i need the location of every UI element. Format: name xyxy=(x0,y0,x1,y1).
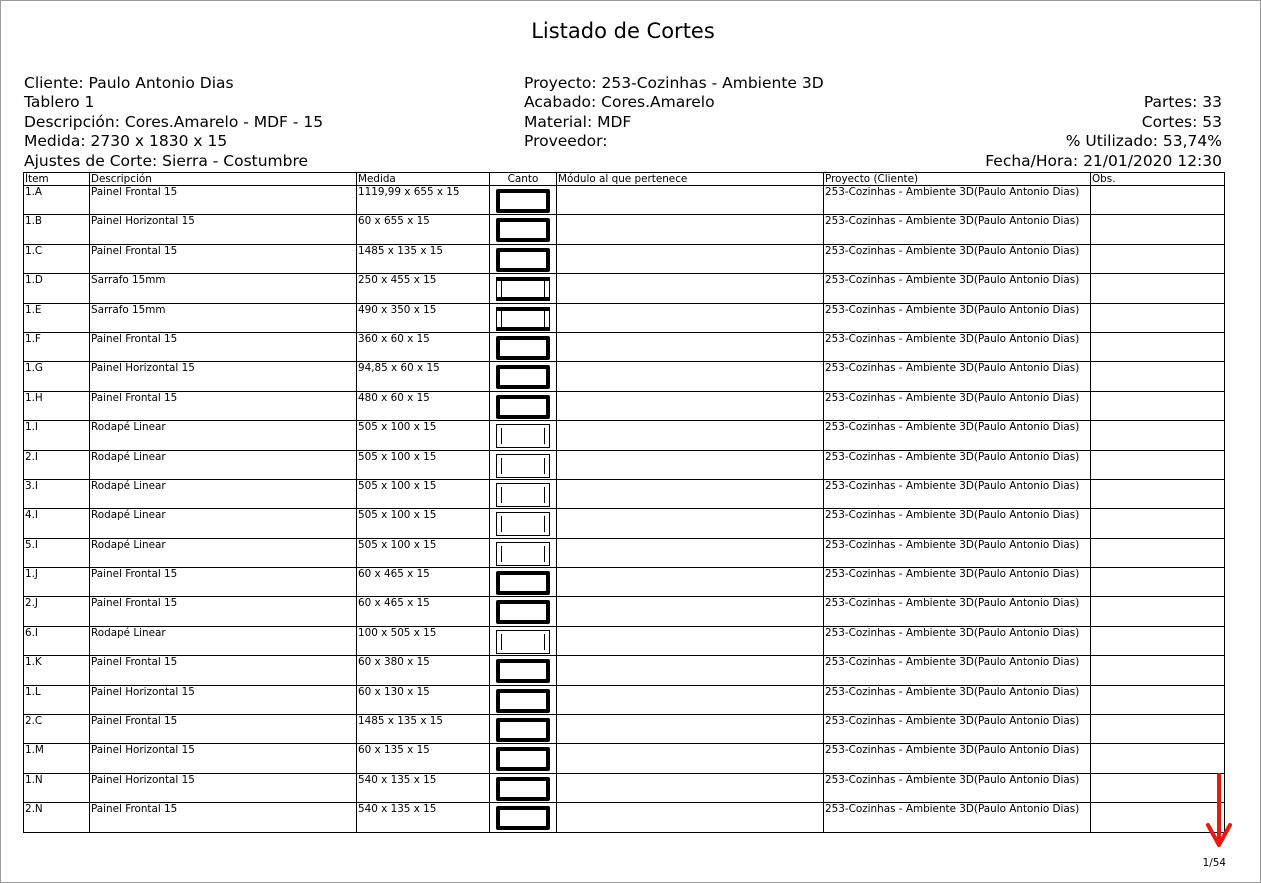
header-material: Material: MDF xyxy=(524,112,632,131)
cell-item: 4.I xyxy=(24,509,90,538)
cell-modulo xyxy=(557,656,824,685)
edge-banding-diagram xyxy=(496,718,550,742)
cell-modulo xyxy=(557,362,824,391)
cell-canto xyxy=(490,773,557,802)
cell-medida: 60 x 465 x 15 xyxy=(357,568,490,597)
header-cliente: Cliente: Paulo Antonio Dias xyxy=(24,74,234,92)
table-row xyxy=(24,773,1225,802)
cell-proyecto: 253-Cozinhas - Ambiente 3D(Paulo Antonio Dias) xyxy=(824,568,1091,597)
cell-medida: 100 x 505 x 15 xyxy=(357,626,490,655)
cell-proyecto: 253-Cozinhas - Ambiente 3D(Paulo Antonio Dias) xyxy=(824,597,1091,626)
cell-obs xyxy=(1091,362,1225,391)
cell-item: 2.J xyxy=(24,597,90,626)
cell-canto xyxy=(490,715,557,744)
table-row xyxy=(24,479,1225,508)
cell-canto xyxy=(490,362,557,391)
cell-medida: 540 x 135 x 15 xyxy=(357,803,490,832)
page-number: 1/54 xyxy=(1202,857,1226,869)
cell-proyecto: 253-Cozinhas - Ambiente 3D(Paulo Antonio Dias) xyxy=(824,450,1091,479)
cell-proyecto: 253-Cozinhas - Ambiente 3D(Paulo Antonio Dias) xyxy=(824,626,1091,655)
cell-descripcion: Rodapé Linear xyxy=(90,421,357,450)
cell-item: 1.J xyxy=(24,568,90,597)
col-obs: Obs. xyxy=(1091,173,1225,186)
cell-item: 1.F xyxy=(24,332,90,361)
cell-modulo xyxy=(557,626,824,655)
header-acabado: Acabado: Cores.Amarelo xyxy=(524,93,715,112)
cell-modulo xyxy=(557,803,824,832)
cell-item: 1.A xyxy=(24,186,90,215)
cell-descripcion: Rodapé Linear xyxy=(90,479,357,508)
table-row xyxy=(24,303,1225,332)
cell-obs xyxy=(1091,479,1225,508)
cell-modulo xyxy=(557,244,824,273)
cell-obs xyxy=(1091,656,1225,685)
cell-item: 1.K xyxy=(24,656,90,685)
cell-item: 2.C xyxy=(24,715,90,744)
cell-medida: 1119,99 x 655 x 15 xyxy=(357,186,490,215)
cell-obs xyxy=(1091,186,1225,215)
cell-descripcion: Painel Frontal 15 xyxy=(90,186,357,215)
cell-descripcion: Painel Frontal 15 xyxy=(90,656,357,685)
cell-obs xyxy=(1091,538,1225,567)
cell-medida: 505 x 100 x 15 xyxy=(357,450,490,479)
cell-descripcion: Painel Horizontal 15 xyxy=(90,744,357,773)
edge-banding-diagram xyxy=(496,218,550,242)
table-row xyxy=(24,685,1225,714)
cell-descripcion: Rodapé Linear xyxy=(90,509,357,538)
edge-banding-diagram xyxy=(496,659,550,683)
cell-descripcion: Painel Horizontal 15 xyxy=(90,685,357,714)
table-row xyxy=(24,803,1225,832)
cell-proyecto: 253-Cozinhas - Ambiente 3D(Paulo Antonio Dias) xyxy=(824,391,1091,420)
edge-banding-diagram xyxy=(496,747,550,771)
cell-descripcion: Painel Frontal 15 xyxy=(90,391,357,420)
edge-banding-diagram xyxy=(496,512,550,536)
cell-obs xyxy=(1091,391,1225,420)
header-utilizado: % Utilizado: 53,74% xyxy=(1065,132,1222,151)
table-row xyxy=(24,332,1225,361)
cell-modulo xyxy=(557,332,824,361)
cell-proyecto: 253-Cozinhas - Ambiente 3D(Paulo Antonio Dias) xyxy=(824,685,1091,714)
cell-descripcion: Painel Frontal 15 xyxy=(90,715,357,744)
down-arrow-icon xyxy=(1204,773,1234,853)
cell-canto xyxy=(490,656,557,685)
cell-medida: 60 x 135 x 15 xyxy=(357,744,490,773)
header-tablero: Tablero 1 xyxy=(24,93,95,112)
cell-medida: 540 x 135 x 15 xyxy=(357,773,490,802)
table-row xyxy=(24,186,1225,215)
edge-banding-diagram xyxy=(496,336,550,360)
table-row xyxy=(24,215,1225,244)
cell-medida: 505 x 100 x 15 xyxy=(357,538,490,567)
edge-banding-diagram xyxy=(496,777,550,801)
table-row xyxy=(24,538,1225,567)
cell-proyecto: 253-Cozinhas - Ambiente 3D(Paulo Antonio Dias) xyxy=(824,715,1091,744)
edge-banding-diagram xyxy=(496,424,550,448)
cell-proyecto: 253-Cozinhas - Ambiente 3D(Paulo Antonio Dias) xyxy=(824,538,1091,567)
header-cortes: Cortes: 53 xyxy=(1141,112,1222,131)
cell-modulo xyxy=(557,186,824,215)
cell-medida: 1485 x 135 x 15 xyxy=(357,244,490,273)
col-item: Ítem xyxy=(24,173,90,186)
edge-banding-diagram xyxy=(496,365,550,389)
edge-banding-diagram xyxy=(496,600,550,624)
cell-modulo xyxy=(557,421,824,450)
cell-obs xyxy=(1091,274,1225,303)
cell-canto xyxy=(490,332,557,361)
cell-medida: 505 x 100 x 15 xyxy=(357,479,490,508)
cell-descripcion: Sarrafo 15mm xyxy=(90,274,357,303)
cell-modulo xyxy=(557,568,824,597)
cell-canto xyxy=(490,626,557,655)
edge-banding-diagram xyxy=(496,277,550,301)
table-row xyxy=(24,744,1225,773)
cell-item: 2.I xyxy=(24,450,90,479)
table-row xyxy=(24,244,1225,273)
cell-proyecto: 253-Cozinhas - Ambiente 3D(Paulo Antonio Dias) xyxy=(824,803,1091,832)
header-descripcion: Descripción: Cores.Amarelo - MDF - 15 xyxy=(24,112,324,131)
header-fecha: Fecha/Hora: 21/01/2020 12:30 xyxy=(985,151,1222,170)
edge-banding-diagram xyxy=(496,395,550,419)
cell-modulo xyxy=(557,509,824,538)
cell-item: 1.H xyxy=(24,391,90,420)
cell-descripcion: Painel Frontal 15 xyxy=(90,332,357,361)
cell-obs xyxy=(1091,568,1225,597)
cell-descripcion: Painel Frontal 15 xyxy=(90,597,357,626)
cell-canto xyxy=(490,479,557,508)
header-partes: Partes: 33 xyxy=(1143,93,1222,112)
cell-canto xyxy=(490,744,557,773)
cell-obs xyxy=(1091,744,1225,773)
cell-proyecto: 253-Cozinhas - Ambiente 3D(Paulo Antonio Dias) xyxy=(824,421,1091,450)
cell-modulo xyxy=(557,685,824,714)
cell-medida: 490 x 350 x 15 xyxy=(357,303,490,332)
table-row xyxy=(24,391,1225,420)
cell-medida: 60 x 655 x 15 xyxy=(357,215,490,244)
edge-banding-diagram xyxy=(496,689,550,713)
cell-descripcion: Painel Frontal 15 xyxy=(90,244,357,273)
col-canto: Canto xyxy=(490,173,557,186)
cell-item: 1.M xyxy=(24,744,90,773)
cell-item: 1.N xyxy=(24,773,90,802)
cell-modulo xyxy=(557,450,824,479)
cell-proyecto: 253-Cozinhas - Ambiente 3D(Paulo Antonio Dias) xyxy=(824,244,1091,273)
cell-medida: 505 x 100 x 15 xyxy=(357,421,490,450)
cell-item: 1.D xyxy=(24,274,90,303)
cell-descripcion: Painel Frontal 15 xyxy=(90,568,357,597)
cell-canto xyxy=(490,186,557,215)
table-row xyxy=(24,568,1225,597)
cell-obs xyxy=(1091,244,1225,273)
edge-banding-diagram xyxy=(496,189,550,213)
cell-canto xyxy=(490,509,557,538)
cell-descripcion: Painel Horizontal 15 xyxy=(90,362,357,391)
cell-obs xyxy=(1091,597,1225,626)
cell-modulo xyxy=(557,274,824,303)
cell-canto xyxy=(490,568,557,597)
cell-proyecto: 253-Cozinhas - Ambiente 3D(Paulo Antonio Dias) xyxy=(824,479,1091,508)
cell-proyecto: 253-Cozinhas - Ambiente 3D(Paulo Antonio Dias) xyxy=(824,303,1091,332)
header-right xyxy=(985,74,1222,171)
edge-banding-diagram xyxy=(496,542,550,566)
cell-obs xyxy=(1091,450,1225,479)
cell-item: 1.G xyxy=(24,362,90,391)
table-row xyxy=(24,362,1225,391)
cell-item: 1.E xyxy=(24,303,90,332)
header-middle xyxy=(524,74,824,152)
cell-item: 6.I xyxy=(24,626,90,655)
table-row xyxy=(24,450,1225,479)
cell-descripcion: Painel Frontal 15 xyxy=(90,803,357,832)
cell-obs xyxy=(1091,626,1225,655)
cell-canto xyxy=(490,597,557,626)
cell-obs xyxy=(1091,509,1225,538)
edge-banding-diagram xyxy=(496,571,550,595)
cell-obs xyxy=(1091,685,1225,714)
cell-modulo xyxy=(557,773,824,802)
cell-descripcion: Rodapé Linear xyxy=(90,450,357,479)
header-left xyxy=(24,74,323,171)
cell-modulo xyxy=(557,538,824,567)
cell-proyecto: 253-Cozinhas - Ambiente 3D(Paulo Antonio Dias) xyxy=(824,332,1091,361)
cell-obs xyxy=(1091,303,1225,332)
cell-proyecto: 253-Cozinhas - Ambiente 3D(Paulo Antonio Dias) xyxy=(824,362,1091,391)
cell-canto xyxy=(490,391,557,420)
cell-proyecto: 253-Cozinhas - Ambiente 3D(Paulo Antonio Dias) xyxy=(824,215,1091,244)
cell-descripcion: Sarrafo 15mm xyxy=(90,303,357,332)
cell-medida: 94,85 x 60 x 15 xyxy=(357,362,490,391)
cell-medida: 480 x 60 x 15 xyxy=(357,391,490,420)
table-row xyxy=(24,715,1225,744)
cell-canto xyxy=(490,215,557,244)
table-row xyxy=(24,626,1225,655)
report-title: Listado de Cortes xyxy=(531,19,715,43)
header-proveedor: Proveedor: xyxy=(524,132,608,151)
edge-banding-diagram xyxy=(496,248,550,272)
cell-modulo xyxy=(557,597,824,626)
cell-modulo xyxy=(557,391,824,420)
cell-canto xyxy=(490,450,557,479)
cell-medida: 1485 x 135 x 15 xyxy=(357,715,490,744)
edge-banding-diagram xyxy=(496,806,550,830)
col-proyecto: Proyecto (Cliente) xyxy=(824,173,1091,186)
col-descripcion: Descripción xyxy=(90,173,357,186)
edge-banding-diagram xyxy=(496,483,550,507)
table-row xyxy=(24,509,1225,538)
cell-medida: 250 x 455 x 15 xyxy=(357,274,490,303)
table-header-row xyxy=(24,173,1225,186)
cell-canto xyxy=(490,274,557,303)
cell-proyecto: 253-Cozinhas - Ambiente 3D(Paulo Antonio Dias) xyxy=(824,509,1091,538)
cell-descripcion: Painel Horizontal 15 xyxy=(90,773,357,802)
cut-list-table xyxy=(23,172,1225,833)
cell-proyecto: 253-Cozinhas - Ambiente 3D(Paulo Antonio Dias) xyxy=(824,656,1091,685)
cell-proyecto: 253-Cozinhas - Ambiente 3D(Paulo Antonio Dias) xyxy=(824,186,1091,215)
cell-medida: 60 x 130 x 15 xyxy=(357,685,490,714)
table-row xyxy=(24,274,1225,303)
cell-medida: 360 x 60 x 15 xyxy=(357,332,490,361)
cell-proyecto: 253-Cozinhas - Ambiente 3D(Paulo Antonio Dias) xyxy=(824,773,1091,802)
edge-banding-diagram xyxy=(496,454,550,478)
cell-item: 1.B xyxy=(24,215,90,244)
header-medida: Medida: 2730 x 1830 x 15 xyxy=(24,132,228,151)
table-row xyxy=(24,421,1225,450)
header-proyecto: Proyecto: 253-Cozinhas - Ambiente 3D xyxy=(524,74,824,92)
cell-modulo xyxy=(557,215,824,244)
cell-proyecto: 253-Cozinhas - Ambiente 3D(Paulo Antonio Dias) xyxy=(824,744,1091,773)
cell-modulo xyxy=(557,303,824,332)
cell-item: 2.N xyxy=(24,803,90,832)
cell-obs xyxy=(1091,215,1225,244)
cell-canto xyxy=(490,303,557,332)
cell-canto xyxy=(490,685,557,714)
cell-obs xyxy=(1091,332,1225,361)
col-medida: Medida xyxy=(357,173,490,186)
cell-item: 3.I xyxy=(24,479,90,508)
table-row xyxy=(24,597,1225,626)
cell-item: 1.I xyxy=(24,421,90,450)
cell-modulo xyxy=(557,479,824,508)
cell-medida: 505 x 100 x 15 xyxy=(357,509,490,538)
cell-modulo xyxy=(557,715,824,744)
cell-obs xyxy=(1091,421,1225,450)
cell-canto xyxy=(490,803,557,832)
cell-descripcion: Rodapé Linear xyxy=(90,626,357,655)
table-row xyxy=(24,656,1225,685)
cell-modulo xyxy=(557,744,824,773)
cell-item: 1.C xyxy=(24,244,90,273)
cell-canto xyxy=(490,538,557,567)
cell-descripcion: Painel Horizontal 15 xyxy=(90,215,357,244)
col-modulo: Módulo al que pertenece xyxy=(557,173,824,186)
cell-item: 1.L xyxy=(24,685,90,714)
cell-proyecto: 253-Cozinhas - Ambiente 3D(Paulo Antonio Dias) xyxy=(824,274,1091,303)
cell-obs xyxy=(1091,715,1225,744)
cell-item: 5.I xyxy=(24,538,90,567)
cell-canto xyxy=(490,244,557,273)
cell-medida: 60 x 380 x 15 xyxy=(357,656,490,685)
header-ajustes: Ajustes de Corte: Sierra - Costumbre xyxy=(24,151,309,170)
cell-canto xyxy=(490,421,557,450)
edge-banding-diagram xyxy=(496,630,550,654)
edge-banding-diagram xyxy=(496,307,550,331)
cell-descripcion: Rodapé Linear xyxy=(90,538,357,567)
cell-medida: 60 x 465 x 15 xyxy=(357,597,490,626)
